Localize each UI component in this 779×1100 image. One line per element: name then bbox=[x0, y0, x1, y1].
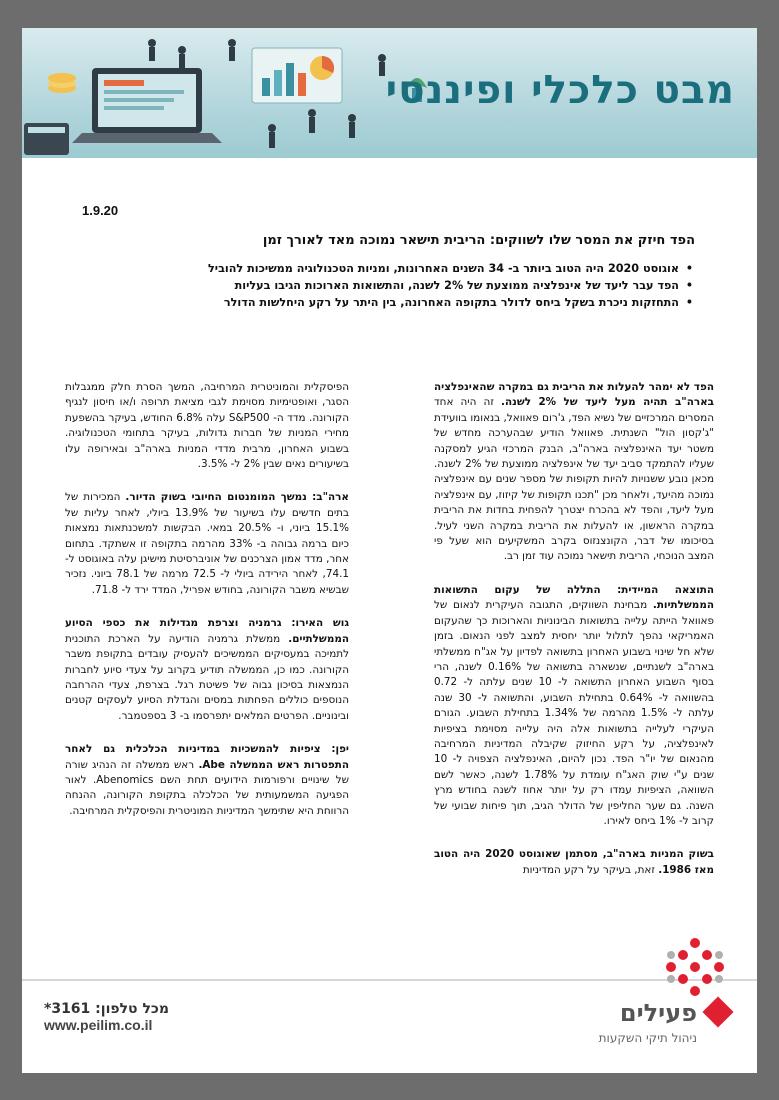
paragraph-lead: יפן: ציפיות להמשכיות במדיניות הכלכלית גם לאחר התפטרות ראש הממשלה Abe. bbox=[65, 743, 349, 771]
logo-tagline: ניהול תיקי השקעות bbox=[598, 1031, 697, 1045]
paragraph bbox=[65, 490, 349, 598]
footer bbox=[22, 979, 757, 1073]
paragraph-body: ראש ממשלה זה הנהיג שורה של שינויים ורפורמות הידועים תחת השם Abenomics. לאור הפגיעה המשמעותית של הכלכלה בתקופת הקורונה, ההנחה הרווחת היא שתימשך המדיניות המוניטרית והפיסקלית המרחיבה. bbox=[65, 758, 350, 817]
paragraph-body: ממשלת גרמניה הודיעה על הארכת התוכנית לתמיכה במעסיקים הממשיכים להעסיק עובדים בתקופת משבר הקורונה. כמו כן, הממשלה תודיע בקרוב על צעדי סיוע לחברות הנמצאות בסיכון גבוה של פשיטת רגל. בצרפת, צעדי ההרחבה הנוספים כוללים הפחתות במסים והגדלת הסיוע לעסקים קטנים ובינוניים. הפרטים המלאים יתפרסמו ב- 3 בספטמבר. bbox=[65, 632, 349, 722]
document-page bbox=[22, 28, 757, 1073]
paragraph bbox=[434, 380, 714, 565]
left-column bbox=[65, 380, 349, 837]
paragraph bbox=[434, 583, 714, 830]
paragraph-lead: הפד לא ימהר להעלות את הריבית גם במקרה שהאינפלציה בארה"ב תהיה מעל ליעד של 2% לשנה. bbox=[434, 381, 714, 409]
summary-bullets bbox=[39, 260, 695, 311]
paragraph bbox=[65, 380, 349, 472]
paragraph-body: הפיסקלית והמוניטרית המרחיבה, המשך הסרת חלק ממגבלות הסגר, ואופטימיות מסוימת לגבי מציאת תרופה ו/או חיסון לנגיף הקורונה. מדד ה- S&P500 עלה 6.8% החודש, בעיקר בהשפעת מחירי המניות של חברות גדולות, בעיקר בתחומי הטכנולוגיה. בשבוע האחרון, מרבית מדדי המניות בארה"ב ובאירופה עלו בשיעורים נאים שבין 2% ל- 3.5%. bbox=[65, 381, 349, 471]
report-date: 1.9.20 bbox=[82, 203, 119, 218]
paragraph bbox=[65, 616, 349, 724]
paragraph-body: זה היה אחד המסרים המרכזיים של נשיא הפד, ג'רום פאוואל, בנאומו בוועידת "ג'קסון הול" השנתית. פאוואל הודיע שבהערכה מחדש של משטר יעד האינפלציה בארה"ב, הבנק המרכזי הגיע למסקנה שעליו להתמקד סביב יעד של אינפלציה ממוצעת של 2% לשנה. מכאן נובע ששנויות להיות תקופות של מספר שנים עם אינפלציה נמוכה מהיעד, ולאחר מכן "תכנו תקופות של קיזוז, עם אינפלציה מעל ליעד, והפד לא בהכרח יצטרך להפחית בחדות את הריבית במקרה הראשון, או להעלות את הריבית במקרה השני לעיל. בסיכומו של דבר, הקונצנזוס בקרב המשקיעים הוא שעל פי המצב הנוכחי, הריבית תישאר נמוכה עוד זמן רב. bbox=[434, 396, 714, 563]
paragraph-lead: גוש האירו: גרמניה וצרפת מגדילות את כספי הסיוע הממשלתיים. bbox=[65, 617, 349, 645]
paragraph-lead: התוצאה המיידית: התללה של עקום התשואות הממשלתיות. bbox=[434, 583, 714, 612]
summary-bullet: • אוגוסט 2020 היה הטוב ביותר ב- 34 השנים האחרונות, ומניות הטכנולוגיה ממשיכות להוביל bbox=[39, 260, 679, 277]
footer-website-link[interactable]: www.peilim.co.il bbox=[44, 1017, 153, 1033]
paragraph-body: מבחינת השווקים, התגובה העיקרית לנאום של פאוואל הייתה עלייה בתשואות הבינוניות והארוכות כך שהעקום האמריקאי נהפך לתלול יותר יחסית למצב לפני הנאום. בזמן שלא חל שינוי בשבוע האחרון בתשואה לפדיון על אג"ח ממשלתי בארה"ב לשנתיים, שנשארה בתשואה של 0.16% לשנה, הרי בסוף השבוע האחרון התשואה ל- 10 שנים עלתה ל- 0.72 בהשוואה ל- 0.64% בתחילת השבוע, והתשואה ל- 30 שנה עלתה ל- 1.5% מהרמה של 1.34% בתחילת השבוע. הגורם העיקרי לעלייה בתשואות אלה היה עלייה מסוימת בציפיות לאינפלציה, על רקע החיזוק שקיבלה המדיניות המרחיבה מהנאום של יו"ר הפד. נכון להיום, האינפלציה הצפויה ל- 10 שנים ע"י שוק האג"ח עומדת על 1.78% לשנה, כאשר לשם השוואה, הציפיות עמדו רק על יותר אחוז לשנה בחודש מרץ השנה. גם שער החליפין של הדולר הגיב, תוך פיחות שבועי של קרוב ל- 1% ביחס לאירו. bbox=[434, 599, 715, 827]
header-banner bbox=[22, 28, 757, 158]
footer-contact bbox=[44, 1001, 169, 1033]
paragraph bbox=[434, 847, 714, 878]
paragraph bbox=[65, 742, 349, 819]
banner-title: מבט כלכלי ופיננסי bbox=[385, 68, 735, 113]
paragraph-body: המכירות של בתים חדשים עלו בשיעור של 13.9% ביולי, לאחר עליות של 15.1% ביוני, ו- 20.5% במאי. הבקשות למשכנתאות נמצאות כיום ברמה גבוהה ב- 33% מהרמה בתקופה זו אשתקד. בתחום אחר, מדד אמון הצרכנים של אוניברסיטת מישיגן עלה באוגוסט ל- 74.1, לאחר הירידה ביולי ל- 72.5 מרמה של 78.1 ביוני. נזכיר שבשיא משבר הקורונה, בחודש אפריל, המדד ירד ל- 71.8. bbox=[65, 491, 349, 596]
business-illustration bbox=[22, 28, 442, 158]
right-column bbox=[434, 380, 714, 896]
paragraph-body: זאת, בעיקר על רקע המדיניות bbox=[522, 863, 659, 876]
company-logo bbox=[565, 995, 735, 1055]
summary-bullet: • הפד עבר ליעד של אינפלציה ממוצעת של 2% לשנה, והתשואות הארוכות הגיבו בעליות bbox=[39, 277, 679, 294]
footer-phone: מכל טלפון: 3161* bbox=[44, 1001, 169, 1017]
logo-name: פעילים bbox=[619, 999, 697, 1027]
headline: הפד חיזק את המסר שלו לשווקים: הריבית תישאר נמוכה מאד לאורך זמן bbox=[262, 233, 695, 248]
summary-bullet: • התחזקות ניכרת בשקל ביחס לדולר בתקופה האחרונה, בין היתר על רקע היחלשות הדולר bbox=[39, 294, 679, 311]
paragraph-lead: ארה"ב: נמשך המומנטום החיובי בשוק הדיור. bbox=[125, 491, 349, 504]
paragraph-lead: בשוק המניות בארה"ב, מסתמן שאוגוסט 2020 היה הטוב מאז 1986. bbox=[434, 848, 714, 876]
